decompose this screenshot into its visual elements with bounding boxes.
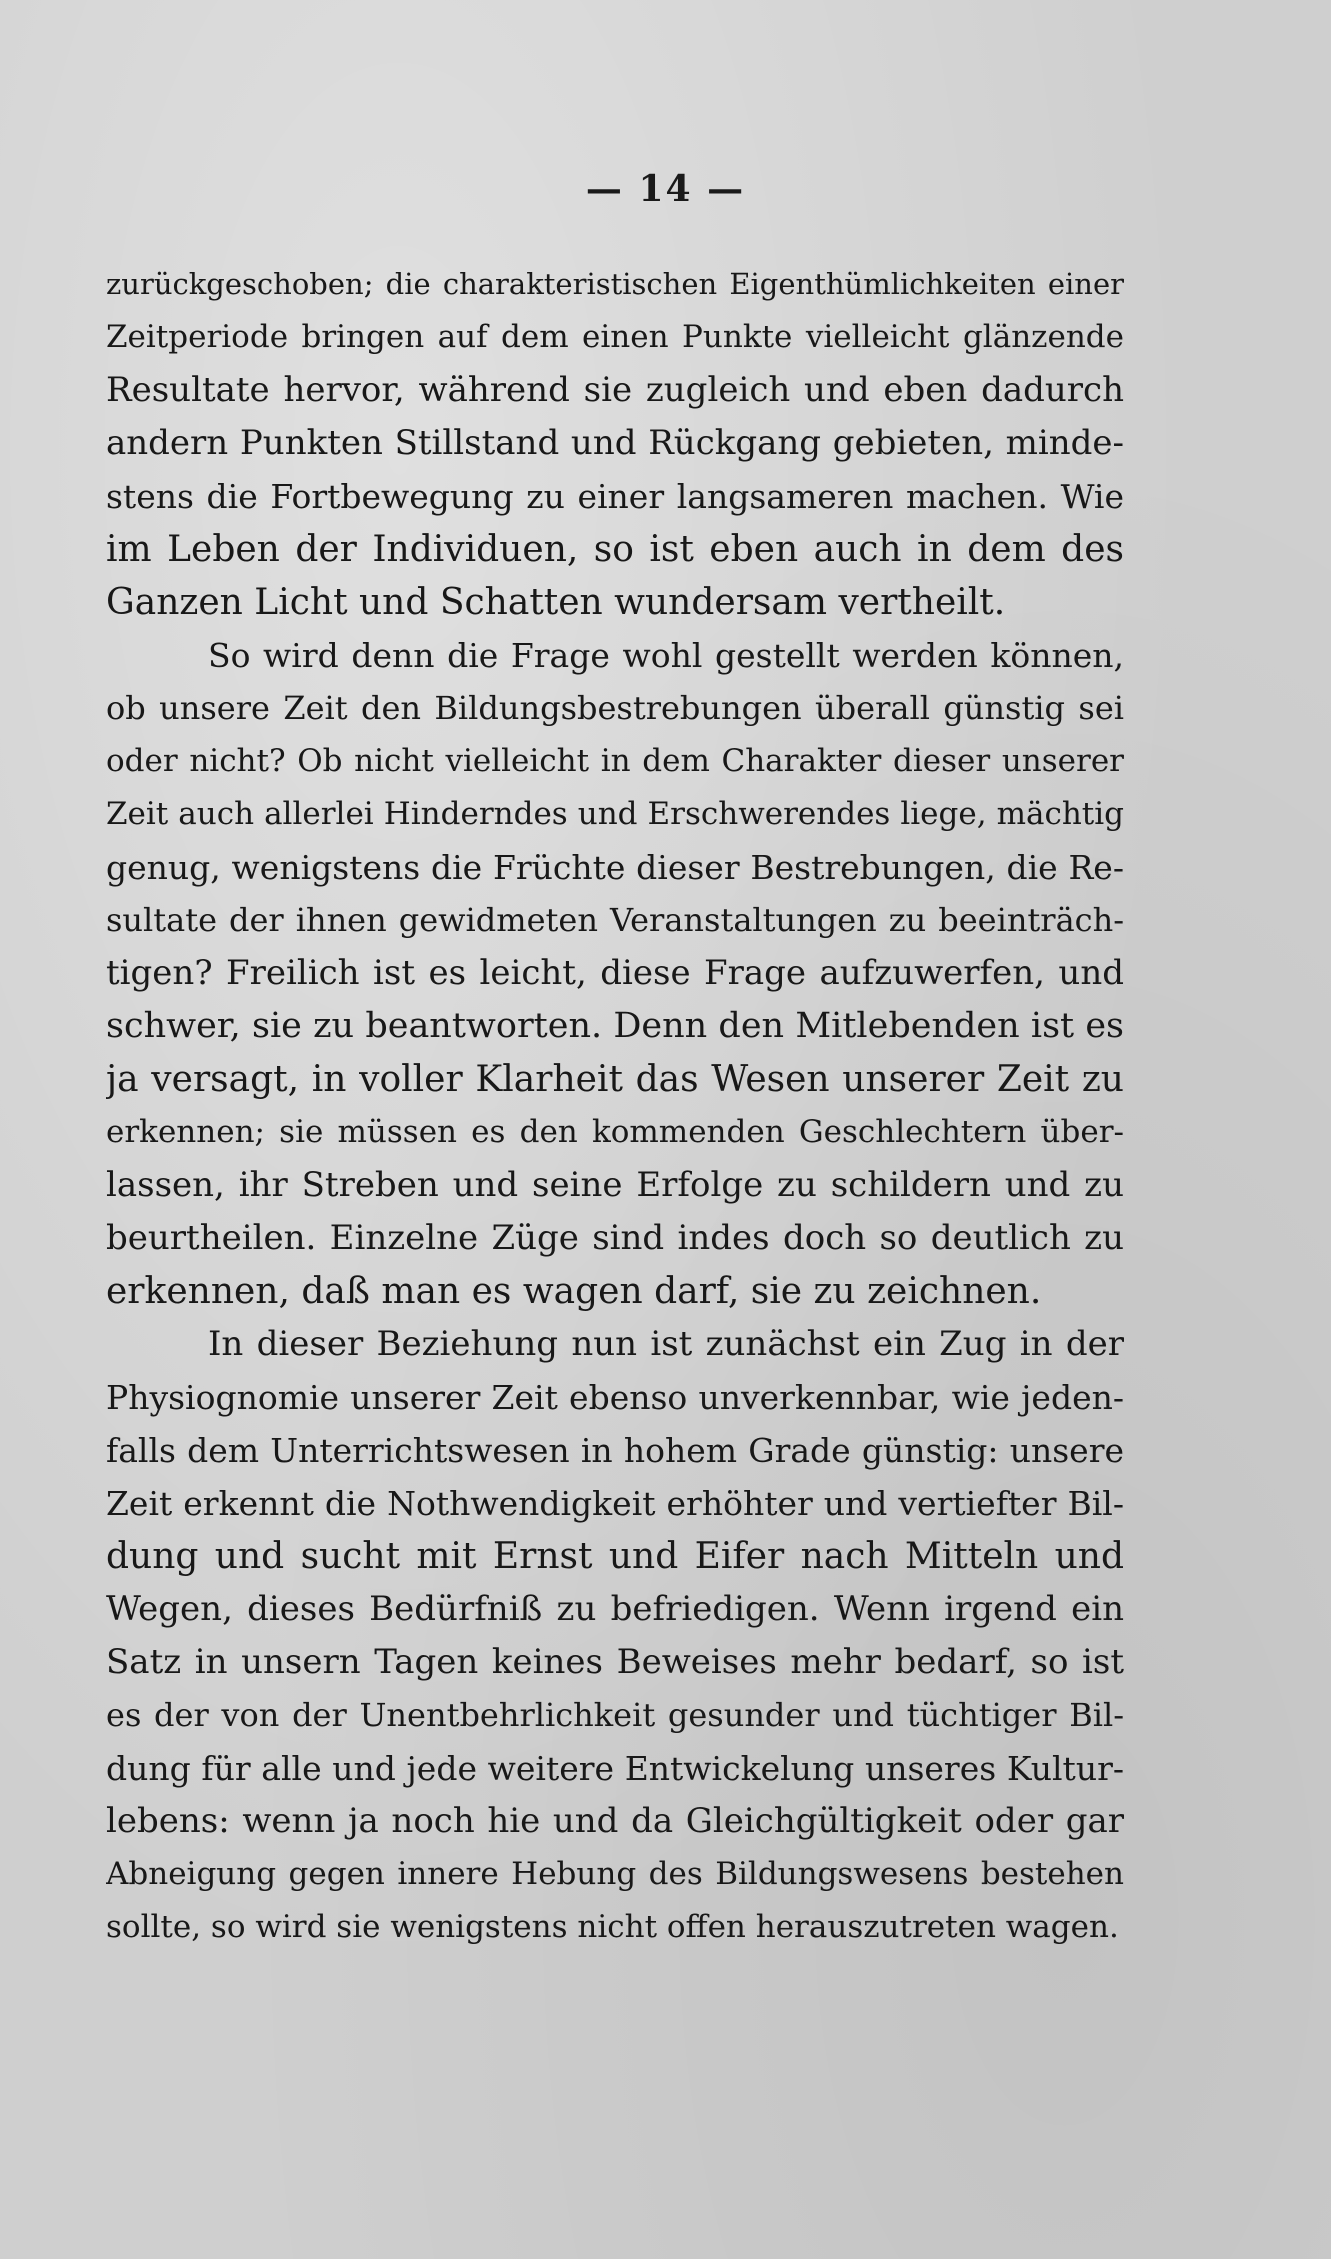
text-line: So wird denn die Frage wohl gestellt werden können, <box>208 636 1124 675</box>
text-line: ja versagt, in voller Klarheit das Wesen unserer Zeit zu <box>106 1059 1124 1100</box>
text-line: In dieser Beziehung nun ist zunächst ein Zug in der <box>208 1324 1124 1364</box>
text-line: tigen? Freilich ist es leicht, diese Frage aufzuwerfen, und <box>106 953 1124 993</box>
text-line: Ganzen Licht und Schatten wundersam vertheilt. <box>106 582 1006 623</box>
text-line: stens die Fortbewegung zu einer langsameren machen. Wie <box>106 477 1124 516</box>
text-line: dung für alle und jede weitere Entwickelung unseres Kultur- <box>106 1749 1124 1788</box>
text-line: es der von der Unentbehrlichkeit gesunder und tüchtiger Bil- <box>106 1696 1124 1734</box>
text-line: ob unsere Zeit den Bildungsbestrebungen überall günstig sei <box>106 689 1124 727</box>
text-line: schwer, sie zu beantworten. Denn den Mitlebenden ist es <box>106 1006 1124 1046</box>
page-number: — 14 — <box>585 168 746 210</box>
text-line: Wegen, dieses Bedürfniß zu befriedigen. Wenn irgend ein <box>106 1589 1124 1629</box>
text-line: Zeitperiode bringen auf dem einen Punkte vielleicht glänzende <box>106 319 1124 355</box>
text-line: Resultate hervor, während sie zugleich und eben dadurch <box>106 370 1124 410</box>
text-line: Abneigung gegen innere Hebung des Bildungswesens bestehen <box>106 1856 1124 1892</box>
text-line: erkennen, daß man es wagen darf, sie zu zeichnen. <box>106 1271 1042 1312</box>
text-line: oder nicht? Ob nicht vielleicht in dem Charakter dieser unserer <box>106 743 1124 779</box>
text-line: lebens: wenn ja noch hie und da Gleichgültigkeit oder gar <box>106 1801 1124 1841</box>
text-line: Zeit erkennt die Nothwendigkeit erhöhter und vertiefter Bil- <box>106 1484 1124 1523</box>
text-line: beurtheilen. Einzelne Züge sind indes doch so deutlich zu <box>106 1218 1124 1258</box>
text-line: Physiognomie unserer Zeit ebenso unverkennbar, wie jeden- <box>106 1378 1124 1417</box>
text-line: genug, wenigstens die Früchte dieser Bestrebungen, die Re- <box>106 848 1124 887</box>
text-line: erkennen; sie müssen es den kommenden Geschlechtern über- <box>106 1114 1124 1150</box>
text-line: Satz in unsern Tagen keines Beweises mehr bedarf, so ist <box>106 1642 1124 1682</box>
text-line: falls dem Unterrichtswesen in hohem Grade günstig: unsere <box>106 1431 1124 1470</box>
text-line: sultate der ihnen gewidmeten Veranstaltungen zu beeinträch- <box>106 901 1124 939</box>
text-line: andern Punkten Stillstand und Rückgang gebieten, minde- <box>106 423 1124 463</box>
text-line: sollte, so wird sie wenigstens nicht offen herauszutreten wagen. <box>106 1909 1119 1945</box>
text-line: im Leben der Individuen, so ist eben auch in dem des <box>106 529 1124 570</box>
text-line: lassen, ihr Streben und seine Erfolge zu schildern und zu <box>106 1165 1124 1205</box>
text-line: Zeit auch allerlei Hinderndes und Erschwerendes liege, mächtig <box>106 796 1124 832</box>
text-line: zurückgeschoben; die charakteristischen Eigenthümlichkeiten einer <box>106 267 1124 301</box>
text-line: dung und sucht mit Ernst und Eifer nach Mitteln und <box>106 1536 1124 1577</box>
body-text <box>106 258 1124 1954</box>
